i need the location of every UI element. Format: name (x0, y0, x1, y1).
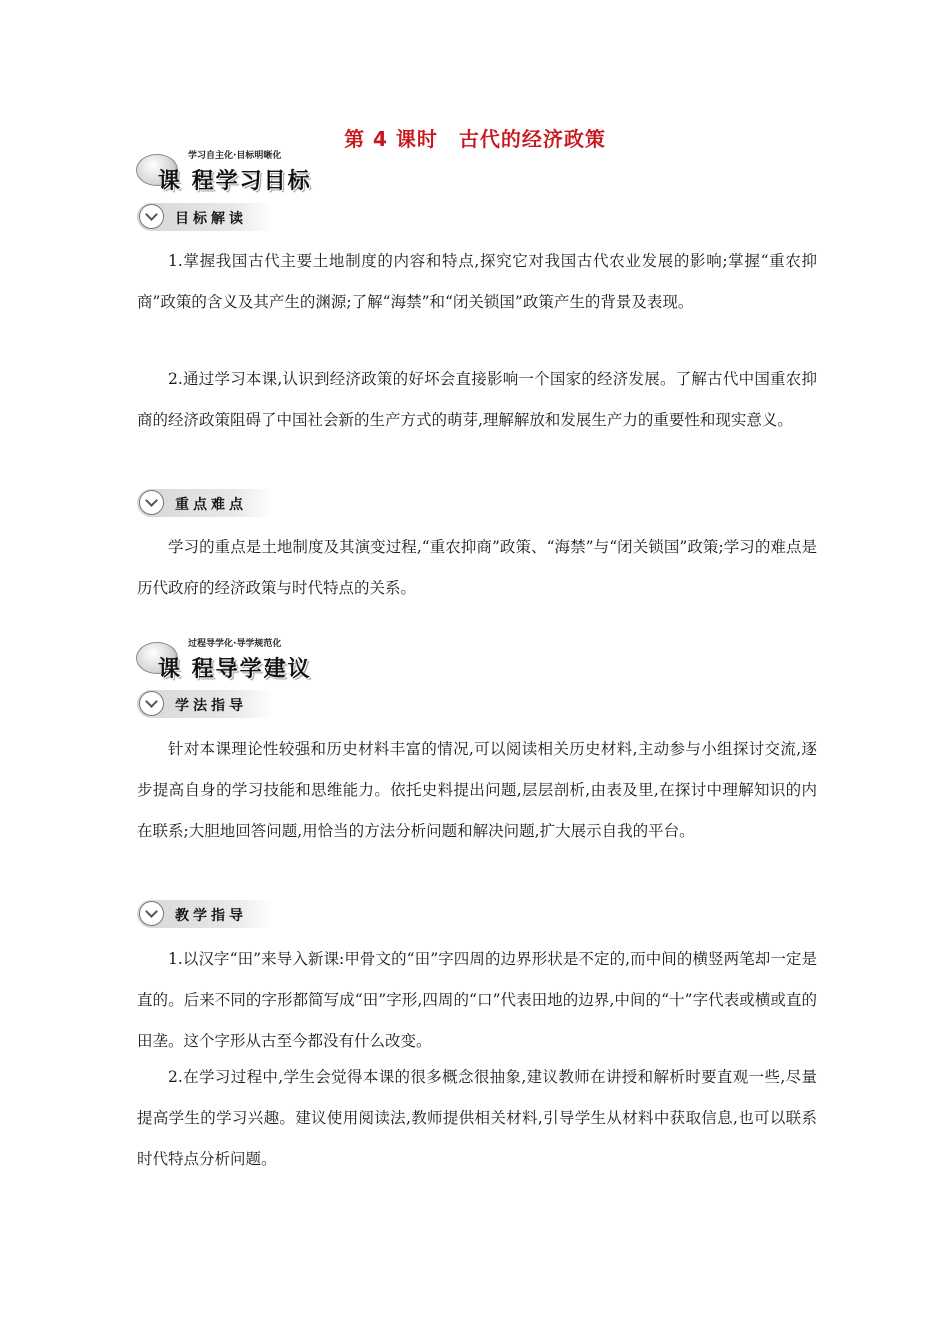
subheading-label: 重点难点 (175, 497, 247, 513)
section-header-learning-goals (136, 148, 376, 200)
subheading-label: 目标解读 (175, 211, 247, 227)
section-title: 课 程导学建议 (158, 657, 312, 682)
teaching-paragraph-2: 2.在学习过程中,学生会觉得本课的很多概念很抽象,建议教师在讲授和解析时要直观一些,尽量提高学生的学习兴趣。建议使用阅读法,教师提供相关材料,引导学生从材料中获取信息,也可以联系时代特点分析问题。 (137, 1068, 817, 1168)
chevron-down-icon (139, 490, 164, 515)
section-header-guidance (136, 636, 376, 688)
chevron-down-icon (139, 691, 164, 716)
study-method-paragraph: 针对本课理论性较强和历史材料丰富的情况,可以阅读相关历史材料,主动参与小组探讨交流,逐步提高自身的学习技能和思维能力。依托史料提出问题,层层剖析,由表及里,在探讨中理解知识的内在联系;大胆地回答问题,用恰当的方法分析问题和解决问题,扩大展示自我的平台。 (137, 740, 817, 840)
chevron-down-icon (139, 901, 164, 926)
subheading-study-method (137, 690, 273, 718)
subheading-label: 教学指导 (175, 908, 247, 924)
teaching-paragraph-1: 1.以汉字“田”来导入新课:甲骨文的“田”字四周的边界形状是不定的,而中间的横竖两笔却一定是直的。后来不同的字形都简写成“田”字形,四周的“口”代表田地的边界,中间的“十”字代表或横或直的田垄。这个字形从古至今都没有什么改变。 (137, 950, 817, 1050)
subheading-teaching (137, 900, 273, 928)
goal-paragraph-2: 2.通过学习本课,认识到经济政策的好坏会直接影响一个国家的经济发展。了解古代中国重农抑商的经济政策阻碍了中国社会新的生产方式的萌芽,理解解放和发展生产力的重要性和现实意义。 (137, 370, 817, 429)
section-subtitle: 学习自主化·目标明晰化 (188, 151, 282, 161)
section-title: 课 程学习目标 (158, 169, 312, 194)
subheading-label: 学法指导 (175, 698, 247, 714)
section-subtitle: 过程导学化·导学规范化 (188, 639, 282, 649)
key-points-paragraph: 学习的重点是土地制度及其演变过程,“重农抑商”政策、“海禁”与“闭关锁国”政策;学习的难点是历代政府的经济政策与时代特点的关系。 (137, 538, 817, 597)
subheading-goals (137, 203, 273, 231)
goal-paragraph-1: 1.掌握我国古代主要土地制度的内容和特点,探究它对我国古代农业发展的影响;掌握“重农抑商”政策的含义及其产生的渊源;了解“海禁”和“闭关锁国”政策产生的背景及表现。 (137, 252, 817, 311)
subheading-key-points (137, 489, 273, 517)
page-title: 第 4 课时 古代的经济政策 (344, 127, 606, 151)
chevron-down-icon (139, 204, 164, 229)
